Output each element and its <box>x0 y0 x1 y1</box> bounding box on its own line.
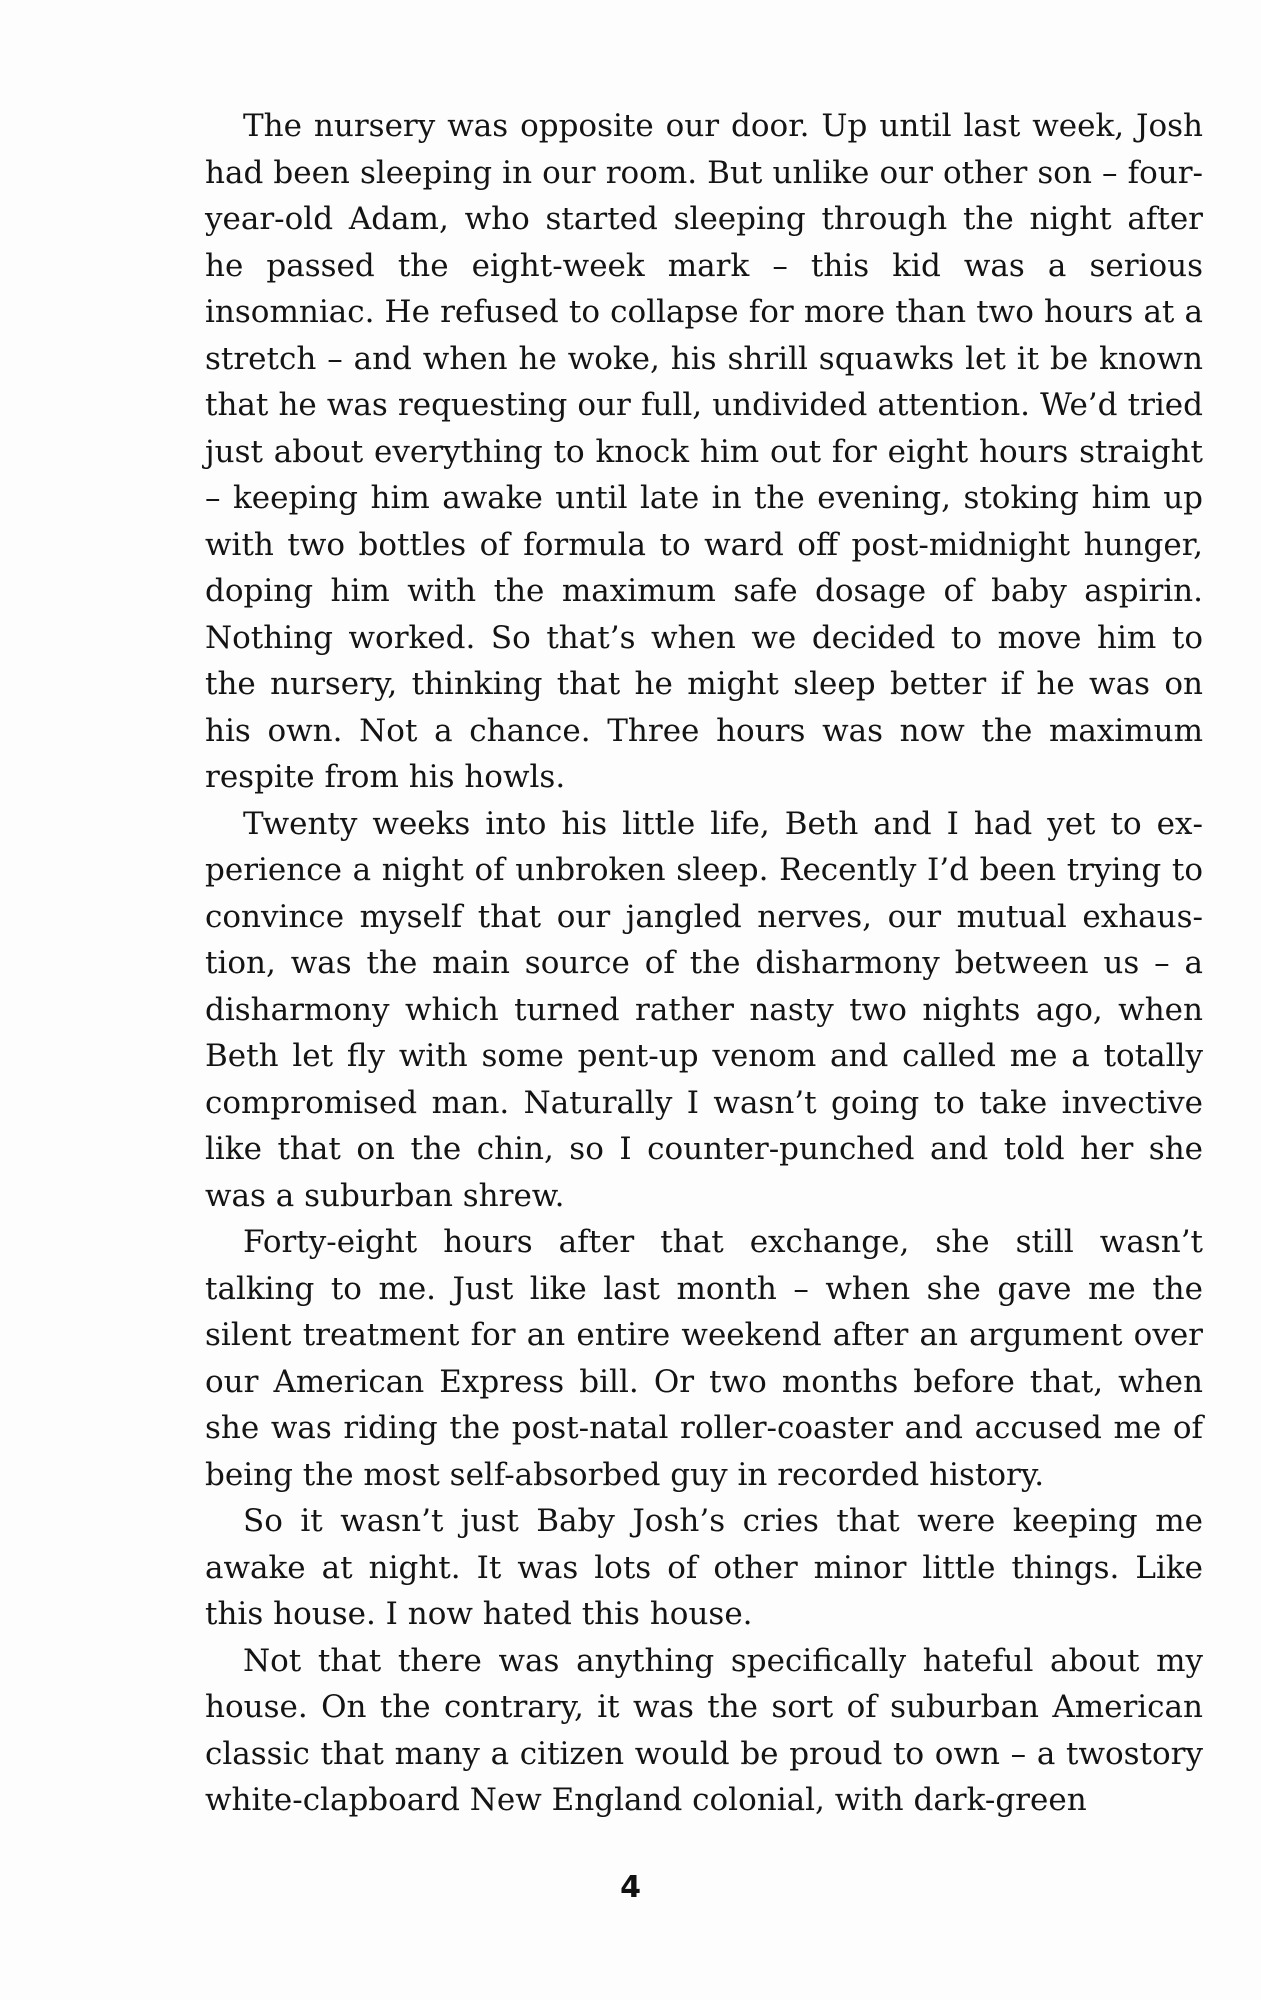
paragraph-5: Not that there was anything specifically hateful about my house. On the contrary, it was the sort of suburban American classic that many a citizen would be proud to own – a twostory white-clapboard New England colonial, with dark-green <box>205 1642 1203 1818</box>
page-number: 4 <box>620 1870 641 1905</box>
paragraph-3: Forty-eight hours after that exchange, she still wasn’t talking to me. Just like last month – when she gave me the silent treatment for an entire weekend after an argument over our American Express bill. Or two months before that, when she was riding the post-natal roller-coaster and accused me of being the most self-absorbed guy in recorded history. <box>205 1224 1203 1493</box>
paragraph-4: So it wasn’t just Baby Josh’s cries that were keeping me awake at night. It was lots of other minor little things. Like this house. I now hated this house. <box>205 1503 1203 1632</box>
body-text <box>205 103 1203 1824</box>
paragraph-2: Twenty weeks into his little life, Beth and I had yet to experience a night of unbroken sleep. Recently I’d been trying to convince myself that our jangled nerves, our mutual exhaustion, was the main source of the disharmony between us – a disharmony which turned rather nasty two nights ago, when Beth let fly with some pent-up venom and called me a totally compromised man. Naturally I wasn’t going to take invective like that on the chin, so I counter-punched and told her she was a suburban shrew. <box>205 805 1203 1214</box>
paragraph-1: The nursery was opposite our door. Up until last week, Josh had been sleeping in our room. But unlike our other son – four-year-old Adam, who started sleeping through the night after he passed the eight-week mark – this kid was a serious insomniac. He refused to collapse for more than two hours at a stretch – and when he woke, his shrill squawks let it be known that he was requesting our full, undivided attention. We’d tried just about everything to knock him out for eight hours straight – keeping him awake until late in the evening, stoking him up with two bottles of formula to ward off post-midnight hunger, doping him with the maximum safe dosage of baby aspirin. Nothing worked. So that’s when we decided to move him to the nursery, thinking that he might sleep better if he was on his own. Not a chance. Three hours was now the maximum respite from his howls. <box>205 108 1203 795</box>
